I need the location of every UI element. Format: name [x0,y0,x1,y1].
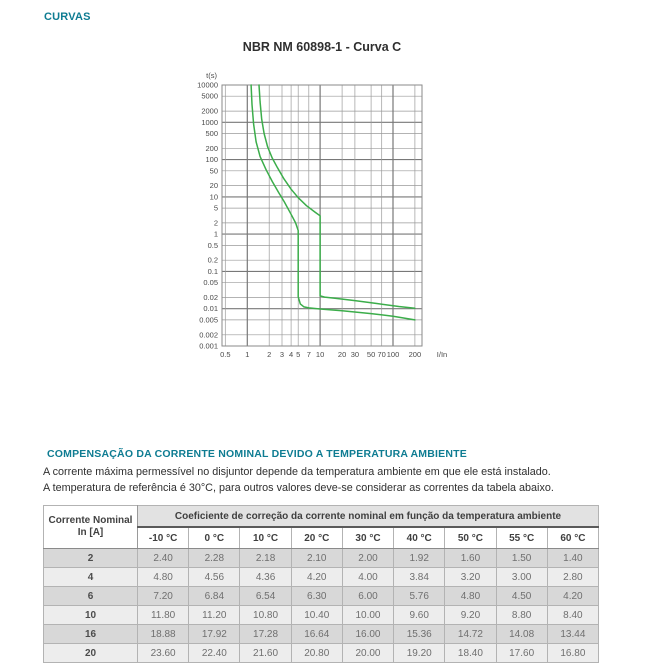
y-axis-tick-label: 0.5 [207,240,218,250]
table-coefficient-cell: 21.60 [240,644,291,663]
compensation-text-line-1: A corrente máxima permessível no disjuntor depende da temperatura ambiente em que ele está instalado. [43,466,551,478]
y-axis-tick-label: 10 [209,192,218,202]
table-coefficient-cell: 4.50 [496,587,547,606]
table-temp-header-cell: -10 °C [138,527,189,549]
table-coefficient-cell: 19.20 [394,644,445,663]
table-coefficient-cell: 6.30 [291,587,342,606]
table-temp-header-cell: 0 °C [189,527,240,549]
table-row [44,606,599,625]
x-axis-tick-label: 2 [267,350,272,359]
table-coefficient-cell: 3.84 [394,568,445,587]
table-nominal-current-cell: 16 [44,625,138,644]
y-axis-tick-label: 0.2 [207,255,218,265]
table-coefficient-cell: 8.40 [547,606,598,625]
table-temp-header-cell: 40 °C [394,527,445,549]
table-temp-header-cell: 20 °C [291,527,342,549]
table-nominal-current-cell: 10 [44,606,138,625]
x-axis-tick-label: 3 [279,350,285,359]
x-axis-tick-label: 20 [337,350,347,359]
table-coefficient-cell: 4.20 [291,568,342,587]
table-row [44,625,599,644]
page-section-label: CURVAS [44,11,91,23]
table-coefficient-cell: 23.60 [138,644,189,663]
table-row [44,644,599,663]
table-temp-header-cell: 10 °C [240,527,291,549]
table-row [44,549,599,568]
table-coefficient-cell: 8.80 [496,606,547,625]
table-coefficient-cell: 2.10 [291,549,342,568]
table-coefficient-cell: 4.80 [445,587,496,606]
table-coefficient-cell: 1.50 [496,549,547,568]
table-coefficient-cell: 2.18 [240,549,291,568]
table-coefficient-cell: 4.56 [189,568,240,587]
table-coefficient-cell: 4.36 [240,568,291,587]
table-coefficient-cell: 13.44 [547,625,598,644]
table-coefficient-cell: 10.80 [240,606,291,625]
x-axis-tick-label: 70 [377,350,386,359]
table-coefficient-cell: 2.40 [138,549,189,568]
y-axis-title: t(s) [206,71,217,80]
table-coefficient-cell: 16.64 [291,625,342,644]
table-temp-header-cell: 60 °C [547,527,598,549]
table-coefficient-cell: 4.20 [547,587,598,606]
table-coefficient-cell: 20.80 [291,644,342,663]
compensation-heading: COMPENSAÇÃO DA CORRENTE NOMINAL DEVIDO A TEMPERATURA AMBIENTE [47,448,467,460]
table-coefficient-cell: 2.28 [189,549,240,568]
y-axis-tick-label: 0.01 [203,304,218,314]
x-axis-tick-label: 200 [408,350,422,359]
table-nominal-current-cell: 2 [44,549,138,568]
y-axis-tick-label: 100 [205,155,218,165]
table-coefficient-cell: 9.20 [445,606,496,625]
x-axis-tick-label: 100 [386,350,400,359]
table-row [44,568,599,587]
table-row [44,587,599,606]
table-coefficient-cell: 16.80 [547,644,598,663]
table-coefficient-cell: 18.40 [445,644,496,663]
table-coefficient-cell: 18.88 [138,625,189,644]
table-coefficient-cell: 1.60 [445,549,496,568]
table-col1-header-line1: Corrente Nominal [48,515,133,526]
y-axis-tick-label: 0.1 [207,266,218,276]
table-temp-header-cell: 50 °C [445,527,496,549]
y-axis-tick-label: 500 [205,129,218,138]
temperature-correction-table [43,505,599,663]
y-axis-tick-label: 0.002 [199,330,218,340]
table-temp-header-cell: 30 °C [342,527,393,549]
x-axis-tick-label: 4 [289,350,294,359]
y-axis-tick-label: 1000 [201,117,218,127]
plot-border [222,85,422,346]
table-coefficient-cell: 11.20 [189,606,240,625]
table-span-header: Coeficiente de correção da corrente nominal em função da temperatura ambiente [138,506,599,528]
table-coefficient-cell: 4.00 [342,568,393,587]
x-axis-tick-label: 30 [350,350,360,359]
y-axis-tick-label: 2000 [201,106,218,116]
table-coefficient-cell: 6.84 [189,587,240,606]
table-coefficient-cell: 17.92 [189,625,240,644]
y-axis-tick-label: 0.005 [199,315,218,325]
y-axis-tick-label: 20 [209,181,218,191]
table-nominal-current-cell: 4 [44,568,138,587]
x-axis-tick-label: 1 [245,350,250,359]
table-coefficient-cell: 17.28 [240,625,291,644]
table-coefficient-cell: 6.54 [240,587,291,606]
y-axis-tick-label: 5000 [201,91,218,101]
table-coefficient-cell: 3.00 [496,568,547,587]
table-coefficient-cell: 9.60 [394,606,445,625]
x-axis-tick-label: 0.5 [220,350,231,359]
y-axis-tick-label: 10000 [197,80,218,90]
table-coefficient-cell: 2.00 [342,549,393,568]
x-axis-tick-label: 10 [315,350,325,359]
chart-title: NBR NM 60898-1 - Curva C [242,40,402,54]
table-coefficient-cell: 7.20 [138,587,189,606]
trip-curve-lower-trip-limit [251,85,415,320]
compensation-text-line-2: A temperatura de referência é 30°C, para outros valores deve-se considerar as correntes da tabela abaixo. [43,482,554,494]
trip-curve-chart [185,60,455,370]
y-axis-tick-label: 0.05 [203,278,218,288]
table-coefficient-cell: 15.36 [394,625,445,644]
y-axis-tick-label: 1 [213,229,218,239]
table-temp-header-cell: 55 °C [496,527,547,549]
table-col1-header-line2: In [A] [77,527,104,538]
table-coefficient-cell: 22.40 [189,644,240,663]
y-axis-tick-label: 0.02 [203,293,218,302]
table-coefficient-cell: 10.40 [291,606,342,625]
table-coefficient-cell: 4.80 [138,568,189,587]
table-coefficient-cell: 11.80 [138,606,189,625]
table-coefficient-cell: 6.00 [342,587,393,606]
table-coefficient-cell: 10.00 [342,606,393,625]
y-axis-tick-label: 200 [205,143,218,153]
table-coefficient-cell: 5.76 [394,587,445,606]
table-coefficient-cell: 3.20 [445,568,496,587]
y-axis-tick-label: 50 [209,166,218,176]
table-coefficient-cell: 16.00 [342,625,393,644]
y-axis-tick-label: 5 [213,203,218,213]
table-nominal-current-cell: 20 [44,644,138,663]
table-coefficient-cell: 14.08 [496,625,547,644]
table-coefficient-cell: 17.60 [496,644,547,663]
y-axis-tick-label: 0.001 [199,341,218,351]
table-coefficient-cell: 14.72 [445,625,496,644]
x-axis-tick-label: 7 [306,350,311,359]
table-nominal-current-cell: 6 [44,587,138,606]
table-coefficient-cell: 20.00 [342,644,393,663]
table-coefficient-cell: 2.80 [547,568,598,587]
x-axis-tick-label: 50 [366,350,376,359]
x-axis-title: I/In [436,350,448,359]
table-col1-header [44,506,138,549]
x-axis-tick-label: 5 [296,350,301,359]
table-coefficient-cell: 1.40 [547,549,598,568]
y-axis-tick-label: 2 [213,218,218,228]
table-coefficient-cell: 1.92 [394,549,445,568]
